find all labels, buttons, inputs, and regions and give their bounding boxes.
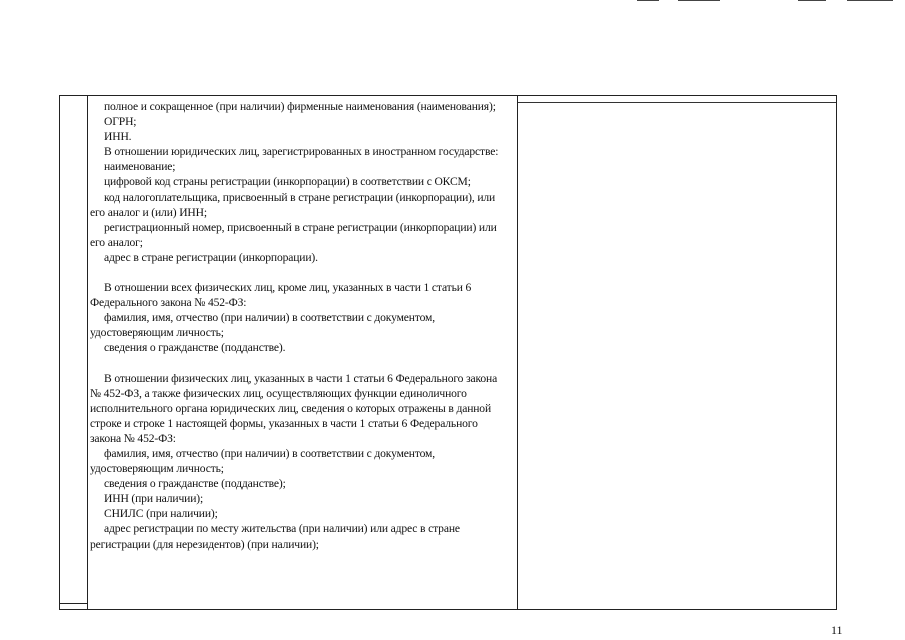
text-line: ИНН (при наличии); xyxy=(104,492,204,506)
text-line: СНИЛС (при наличии); xyxy=(104,507,218,521)
text-line: В отношении физических лиц, указанных в части 1 статьи 6 Федерального закона № 452-ФЗ, а также физических лиц, осуществляющих функции единоличного исполнительного органа юридических лиц, сведения о которых отражены в данной строке и строке 1 настоящей формы, указанных в части 1 статьи 6 Федерального закона № 452-ФЗ: xyxy=(90,371,498,445)
text-line: регистрационный номер, присвоенный в стране регистрации (инкорпорации) или его аналог; xyxy=(90,220,497,249)
text-line: наименование; xyxy=(104,160,176,174)
right-cell-top-line xyxy=(518,102,836,103)
text-line: адрес в стране регистрации (инкорпорации). xyxy=(104,250,318,264)
left-cell-content xyxy=(90,99,500,552)
text-line: фамилия, имя, отчество (при наличии) в соответствии с документом, удостоверяющим личность; xyxy=(90,311,435,340)
table-inner-line xyxy=(87,96,88,609)
table-bottom-tick xyxy=(60,603,87,604)
scan-mark xyxy=(847,0,893,1)
paragraph-gap xyxy=(90,356,500,371)
scan-mark xyxy=(637,0,659,1)
scan-mark xyxy=(798,0,826,1)
form-table xyxy=(59,95,837,610)
scan-mark xyxy=(678,0,720,1)
page-number: 11 xyxy=(831,623,843,637)
text-line: сведения о гражданстве (подданстве); xyxy=(104,477,286,491)
text-line: ИНН. xyxy=(104,130,132,144)
text-line: код налогоплательщика, присвоенный в стране регистрации (инкорпорации), или его аналог и (или) ИНН; xyxy=(90,190,496,219)
text-line: фамилия, имя, отчество (при наличии) в соответствии с документом, удостоверяющим личность; xyxy=(90,446,435,476)
text-line: полное и сокращенное (при наличии) фирменные наименования (наименования); xyxy=(104,100,496,113)
column-divider xyxy=(517,96,518,609)
text-line: адрес регистрации по месту жительства (при наличии) или адрес в стране регистрации (для нерезидентов) (при наличии); xyxy=(90,522,460,551)
text-line: В отношении всех физических лиц, кроме лиц, указанных в части 1 статьи 6 Федерального закона № 452-ФЗ: xyxy=(90,281,472,310)
text-line: цифровой код страны регистрации (инкорпорации) в соответствии с ОКСМ; xyxy=(104,175,471,189)
text-line: ОГРН; xyxy=(104,115,137,129)
text-line: В отношении юридических лиц, зарегистрированных в иностранном государстве: xyxy=(104,145,499,159)
text-line: сведения о гражданстве (подданстве). xyxy=(104,341,286,355)
paragraph-gap xyxy=(90,265,500,280)
